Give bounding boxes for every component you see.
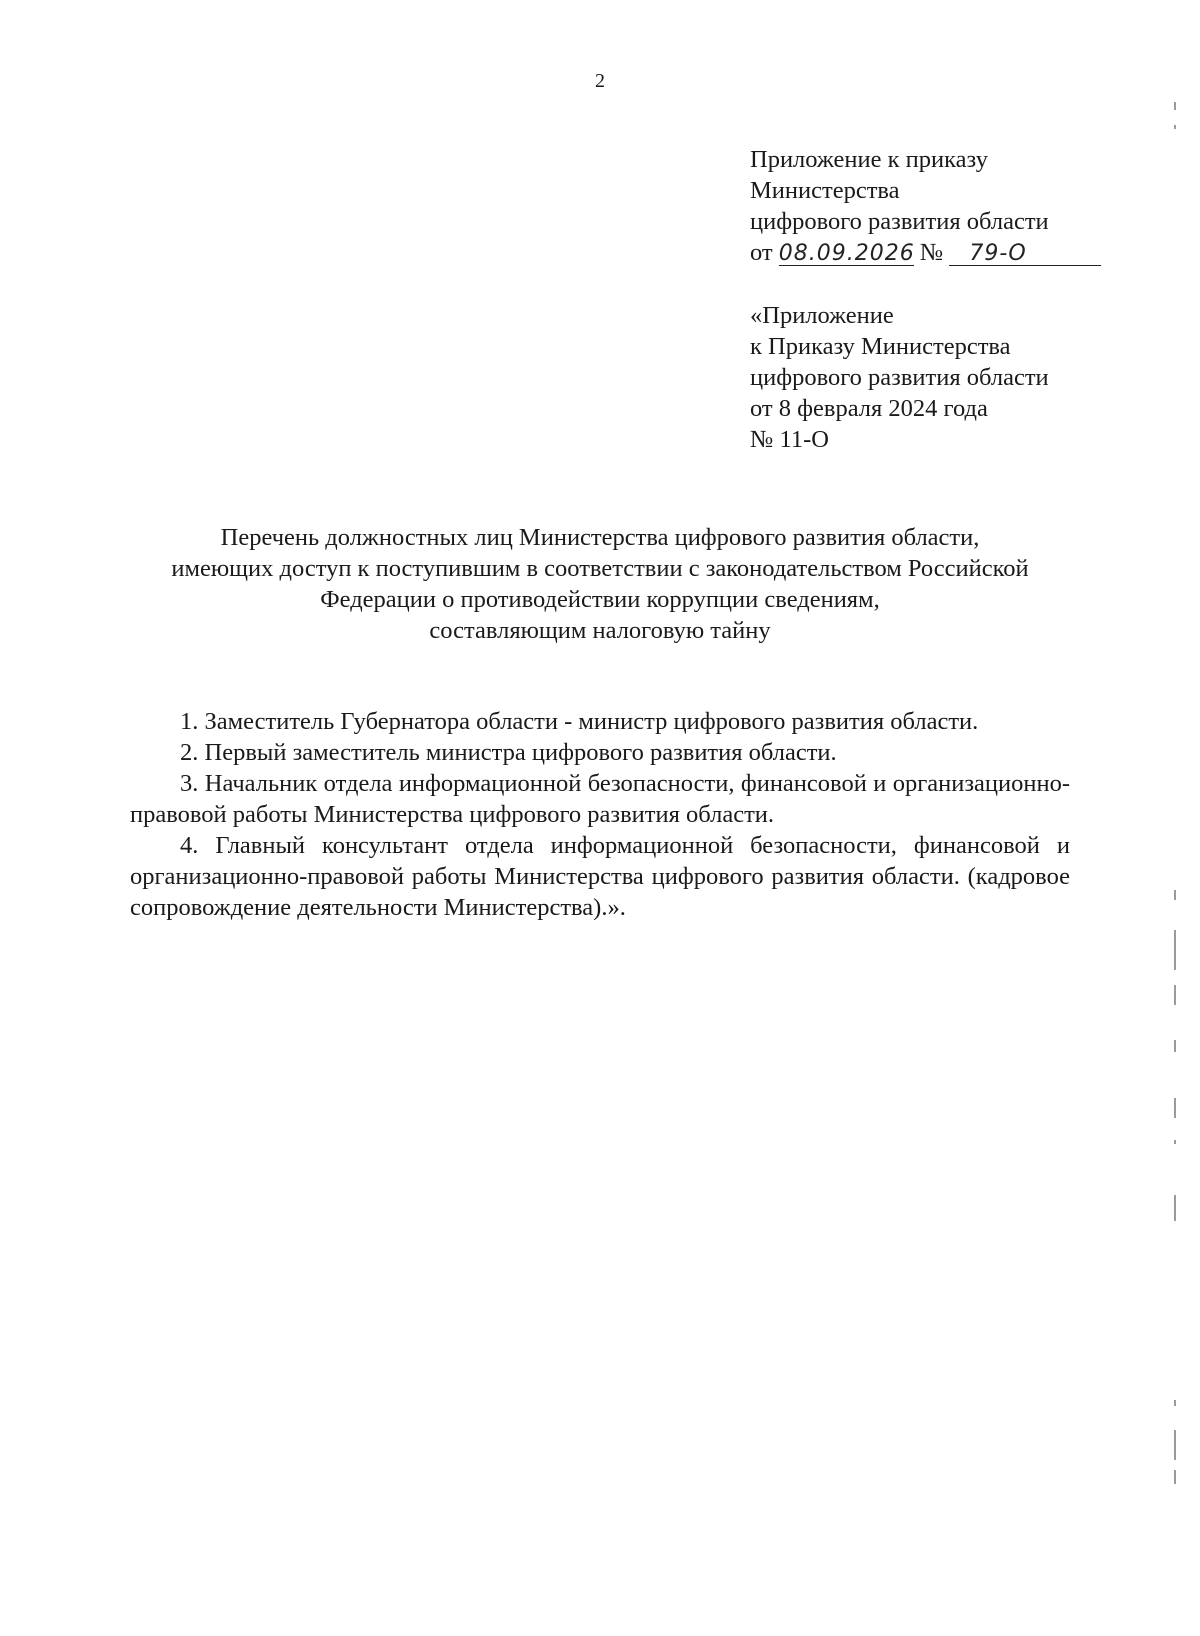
officials-list xyxy=(130,706,1070,923)
document-title xyxy=(100,522,1100,646)
list-item-3: 3. Начальник отдела информационной безопасности, финансовой и организационно-правовой работы Министерства цифрового развития области. xyxy=(130,770,1070,828)
appendix-previous-line-2: к Приказу Министерства xyxy=(750,333,1011,360)
scan-mark xyxy=(1174,985,1176,1005)
list-item-1: 1. Заместитель Губернатора области - министр цифрового развития области. xyxy=(180,708,979,735)
scan-mark xyxy=(1174,1470,1176,1484)
number-sign: № xyxy=(919,239,944,266)
order-number-handwritten: 79-О xyxy=(949,243,1101,266)
list-item-4: 4. Главный консультант отдела информационной безопасности, финансовой и организационно-правовой работы Министерства цифрового развития области. (кадровое сопровождение деятельности Министерства).». xyxy=(130,832,1070,921)
scan-mark xyxy=(1174,102,1176,110)
scan-mark xyxy=(1174,1195,1176,1221)
scan-edge-artifacts xyxy=(1172,0,1178,1636)
title-line-3: Федерации о противодействии коррупции сведениям, xyxy=(320,586,880,613)
scan-mark xyxy=(1174,890,1176,900)
scan-mark xyxy=(1174,1040,1176,1052)
page-number: 2 xyxy=(595,70,605,92)
appendix-header-previous xyxy=(750,300,1150,455)
scan-mark xyxy=(1174,1400,1176,1406)
date-prefix: от xyxy=(750,239,773,266)
scan-mark xyxy=(1174,930,1176,970)
order-date-number-line xyxy=(750,237,1150,268)
appendix-previous-line-5: № 11-О xyxy=(750,426,829,453)
appendix-current-line-2: Министерства xyxy=(750,177,900,204)
scan-mark xyxy=(1174,1430,1176,1460)
scan-mark xyxy=(1174,1098,1176,1118)
appendix-header-current xyxy=(750,144,1150,268)
scan-mark xyxy=(1174,1140,1176,1144)
appendix-current-line-3: цифрового развития области xyxy=(750,208,1049,235)
appendix-previous-line-4: от 8 февраля 2024 года xyxy=(750,395,988,422)
appendix-previous-line-3: цифрового развития области xyxy=(750,364,1049,391)
title-line-1: Перечень должностных лиц Министерства цифрового развития области, xyxy=(220,524,980,551)
title-line-4: составляющим налоговую тайну xyxy=(429,617,771,644)
appendix-current-line-1: Приложение к приказу xyxy=(750,146,988,173)
order-date-handwritten: 08.09.2026 xyxy=(778,241,915,266)
scan-mark xyxy=(1174,125,1176,129)
title-line-2: имеющих доступ к поступившим в соответствии с законодательством Российской xyxy=(171,555,1029,582)
appendix-previous-line-1: «Приложение xyxy=(750,302,894,329)
list-item-2: 2. Первый заместитель министра цифрового развития области. xyxy=(180,739,837,766)
